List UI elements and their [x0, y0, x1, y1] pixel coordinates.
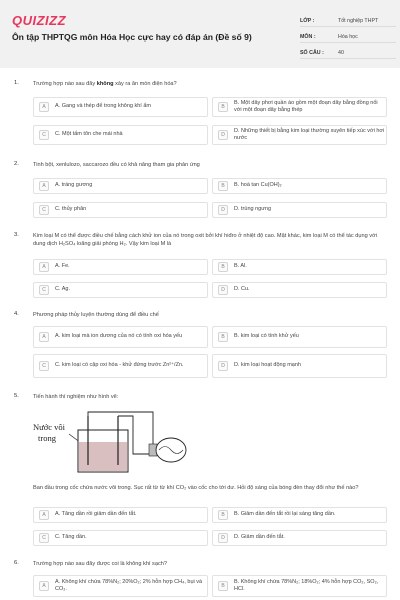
option-letter: C	[39, 130, 49, 140]
answer-option-c[interactable]	[33, 530, 208, 546]
option-letter: B	[218, 510, 228, 520]
question-number: 5.	[14, 393, 19, 399]
option-letter: D	[218, 361, 228, 371]
question-number: 2.	[14, 161, 19, 167]
option-text: A. Gang và thép để trong không khí ẩm	[55, 103, 152, 110]
answer-option-a[interactable]	[33, 575, 208, 597]
quizizz-logo[interactable]: QUIZIZZ	[12, 13, 67, 28]
option-text: D. trùng ngưng	[234, 206, 272, 213]
option-text: A. Không khí chứa 78%N₂; 20%O₂; 2% hỗn hợp CH₄, bụi và CO₂.	[55, 578, 203, 592]
answer-option-a[interactable]	[33, 259, 208, 275]
meta-row-subject	[300, 30, 396, 43]
option-letter: D	[218, 130, 228, 140]
option-text: C. kim loại có cặp oxi hóa - khử đứng trước Zn²⁺/Zn.	[55, 362, 184, 369]
meta-label: SỐ CÂU :	[300, 49, 324, 56]
question-text: Trường hợp nào sau đây được coi là không khí sạch?	[33, 561, 167, 567]
option-letter: C	[39, 533, 49, 543]
question-text: Kim loại M có thể được điều chế bằng cách khử ion của nó trong oxit bởi khí hiđro ở nhiệt độ cao. Mặt khác, kim loại M có thể tác dụng với dung dịch H₂SO₄ loãng giải phóng H₂. Vậy kim loại M là	[33, 233, 377, 247]
option-text: D. Giảm dần đến tắt.	[234, 534, 285, 541]
option-text: D. Những thiết bị bằng kim loại thường xuyên tiếp xúc với hơi nước	[234, 127, 385, 141]
meta-row-count	[300, 46, 396, 59]
option-letter: D	[218, 285, 228, 295]
question-number: 4.	[14, 311, 19, 317]
answer-option-d[interactable]	[212, 354, 387, 378]
option-text: B. kim loại có tính khử yếu	[234, 333, 299, 340]
meta-value: Tốt nghiệp THPT	[338, 17, 379, 24]
option-letter: A	[39, 581, 49, 591]
option-text: C. thủy phân	[55, 206, 87, 213]
option-letter: B	[218, 102, 228, 112]
answer-option-a[interactable]	[33, 97, 208, 117]
page-header	[0, 0, 400, 68]
emphasis-text: không	[96, 81, 114, 87]
option-letter: C	[39, 361, 49, 371]
question-text: Ban đầu trong cốc chứa nước vôi trong. Sục rất từ từ khí CO₂ vào cốc cho tới dư. Hỏi độ sáng của bóng đèn thay đổi như thế nào?	[33, 485, 359, 491]
question-text: Phương pháp thủy luyện thường dùng để điều chế	[33, 312, 159, 318]
option-text: A. tráng gương	[55, 182, 93, 189]
answer-option-a[interactable]	[33, 178, 208, 194]
limewater-liquid	[79, 442, 127, 471]
option-letter: C	[39, 285, 49, 295]
option-letter: B	[218, 332, 228, 342]
page-title: Ôn tập THPTQG môn Hóa Học cực hay có đáp án (Đề số 9)	[12, 32, 252, 42]
option-text: C. Ag.	[55, 286, 70, 293]
option-text: B. Al.	[234, 263, 247, 270]
question-number: 1.	[14, 80, 19, 86]
option-letter: A	[39, 181, 49, 191]
option-text: D. kim loại hoạt động mạnh	[234, 362, 301, 369]
option-text: A. Tăng dần rồi giảm dần đến tắt.	[55, 511, 137, 518]
answer-option-c[interactable]	[33, 354, 208, 378]
meta-label: MÔN :	[300, 33, 316, 40]
option-letter: A	[39, 510, 49, 520]
answer-option-b[interactable]	[212, 507, 387, 523]
option-text: B. hoà tan Cu(OH)₂	[234, 182, 282, 189]
meta-value: Hóa học	[338, 33, 358, 40]
option-letter: A	[39, 102, 49, 112]
answer-option-d[interactable]	[212, 282, 387, 298]
question-text: Tiến hành thí nghiệm như hình vẽ:	[33, 394, 119, 400]
option-letter: D	[218, 205, 228, 215]
option-letter: B	[218, 181, 228, 191]
answer-option-b[interactable]	[212, 326, 387, 348]
question-text: Tinh bột, xenlulozo, saccarozo đều có khả năng tham gia phản ứng	[33, 162, 200, 168]
meta-info	[300, 14, 396, 62]
answer-option-d[interactable]	[212, 125, 387, 145]
option-letter: D	[218, 533, 228, 543]
answer-option-c[interactable]	[33, 282, 208, 298]
option-text: C. Tăng dần.	[55, 534, 87, 541]
answer-option-d[interactable]	[212, 530, 387, 546]
option-text: B. Không khí chứa 78%N₂; 18%O₂; 4% hỗn hợp CO₂, SO₂, HCl.	[234, 578, 379, 592]
answer-option-a[interactable]	[33, 326, 208, 348]
option-letter: B	[218, 581, 228, 591]
meta-row-class	[300, 14, 396, 27]
answer-option-b[interactable]	[212, 178, 387, 194]
answer-option-d[interactable]	[212, 202, 387, 218]
diagram-label-line2: trong	[38, 433, 56, 443]
option-letter: B	[218, 262, 228, 272]
experiment-diagram	[33, 410, 203, 476]
answer-option-a[interactable]	[33, 507, 208, 523]
question-number: 3.	[14, 232, 19, 238]
meta-value: 40	[338, 49, 344, 56]
answer-option-b[interactable]	[212, 259, 387, 275]
meta-label: LỚP :	[300, 17, 315, 24]
question-number: 6.	[14, 560, 19, 566]
option-letter: A	[39, 262, 49, 272]
option-text: C. Một tấm tôn che mái nhà	[55, 131, 123, 138]
option-letter: A	[39, 332, 49, 342]
option-text: A. kim loại mà ion dương của nó có tính oxi hóa yếu	[55, 333, 183, 340]
option-text: B. Giảm dần đến tắt rồi lại sáng tăng dần.	[234, 511, 336, 518]
answer-option-b[interactable]	[212, 575, 387, 597]
answer-option-c[interactable]	[33, 202, 208, 218]
option-text: B. Một dây phơi quần áo gồm một đoạn dây bằng đồng nối với một đoạn dây bằng thép	[234, 99, 378, 113]
answer-option-b[interactable]	[212, 97, 387, 117]
diagram-label-line1: Nước vôi	[33, 422, 65, 432]
answer-option-c[interactable]	[33, 125, 208, 145]
option-letter: C	[39, 205, 49, 215]
option-text: D. Cu.	[234, 286, 250, 293]
question-text: Trường hợp nào sau đây không xảy ra ăn mòn điện hóa?	[33, 81, 177, 87]
option-text: A. Fe.	[55, 263, 70, 270]
